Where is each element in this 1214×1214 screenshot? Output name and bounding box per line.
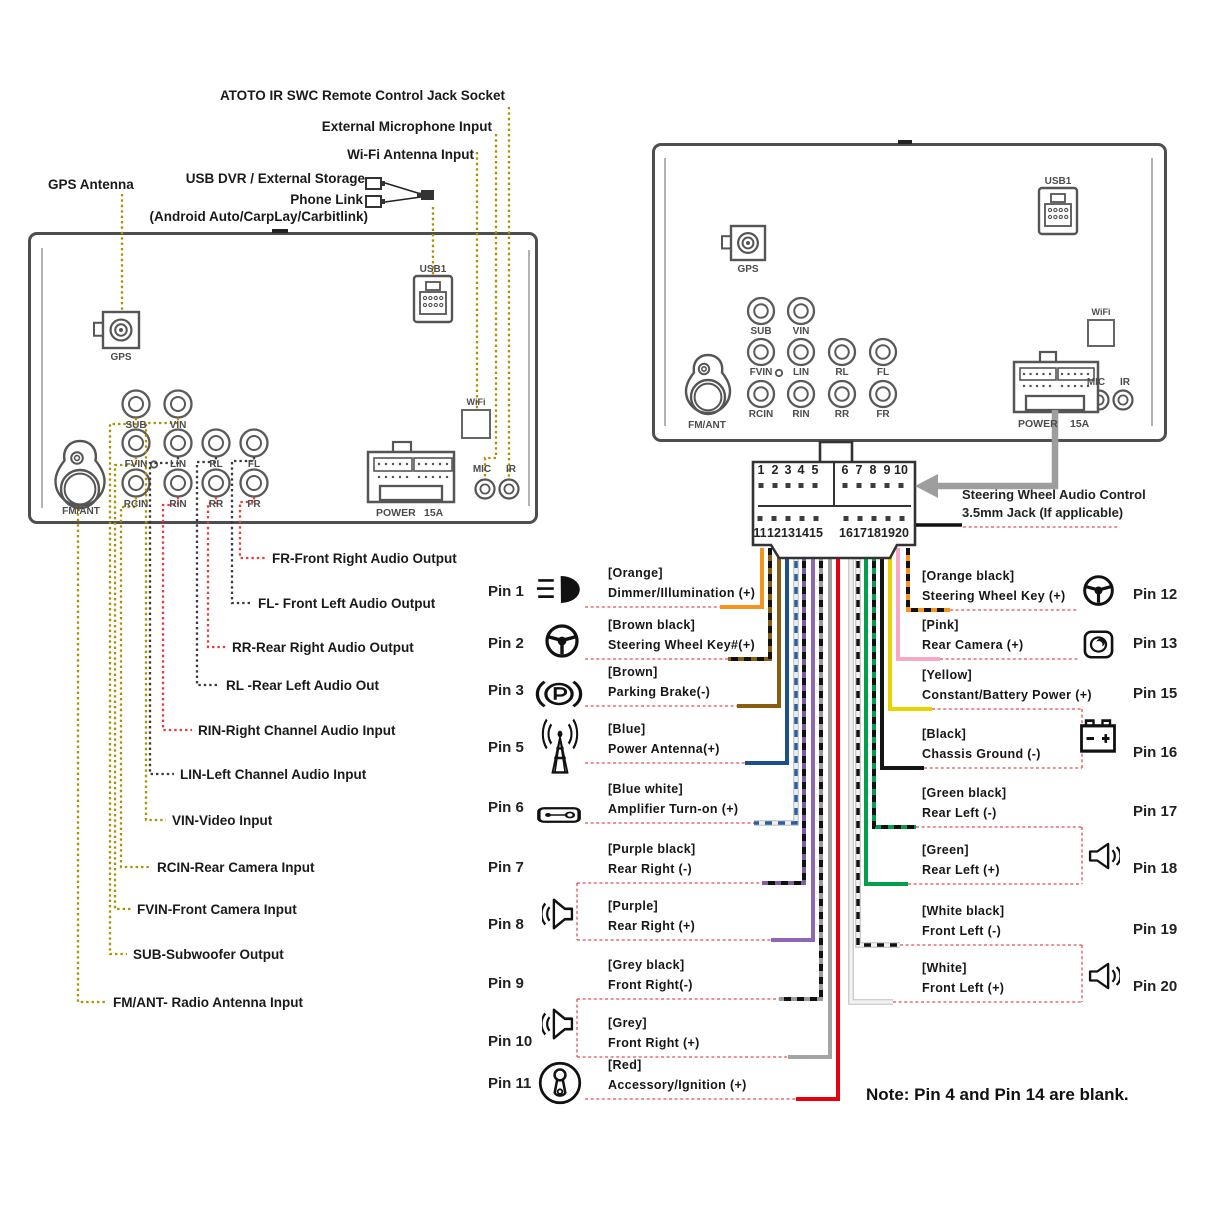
power-pin	[432, 463, 434, 465]
power-pin	[1036, 373, 1038, 375]
pin-number-label: Pin 17	[1133, 803, 1178, 820]
pin-number-label: Pin 16	[1133, 744, 1178, 761]
wire-color-label: [Blue]	[608, 722, 646, 736]
power-pin	[1023, 373, 1025, 375]
label-fl-output: FL- Front Left Audio Output	[258, 596, 436, 611]
power-pin	[1029, 373, 1031, 375]
wire-color-label: [Black]	[922, 727, 967, 741]
wire-color-label: [White black]	[922, 904, 1005, 918]
pin-number: 19	[881, 526, 895, 540]
rca-jack-rl	[203, 430, 230, 457]
connector-pin	[900, 516, 905, 521]
connector-pin	[786, 516, 791, 521]
power-pin	[439, 463, 441, 465]
wire-function-label: Accessory/Ignition (+)	[608, 1078, 747, 1092]
pin-number: 6	[841, 463, 849, 477]
pin-number: 16	[839, 526, 853, 540]
pin-number-label: Pin 5	[488, 739, 524, 756]
wire-color-label: [White]	[922, 961, 967, 975]
wire-function-label: Front Right(-)	[608, 978, 693, 992]
leader-fm-ant	[78, 510, 107, 1002]
pin-number: 13	[781, 526, 795, 540]
label-fr-output: FR-Front Right Audio Output	[272, 551, 457, 566]
label-wifi-antenna: Wi-Fi Antenna Input	[347, 147, 474, 162]
rear-camera-icon	[1081, 628, 1116, 661]
connector-pin	[871, 483, 876, 488]
wire-color-label: [Yellow]	[922, 668, 973, 682]
pin-number: 3	[784, 463, 792, 477]
connector-pin	[800, 516, 805, 521]
rca-label-rin-right: RIN	[792, 409, 810, 420]
power-pin	[432, 476, 434, 478]
pin-number: 14	[795, 526, 809, 540]
power-pin	[385, 463, 387, 465]
rca-jack-fl	[241, 430, 268, 457]
wire-function-label: Front Right (+)	[608, 1036, 700, 1050]
connector-pin	[772, 516, 777, 521]
rca-label-fr-right: FR	[876, 409, 890, 420]
usb1-port-label-left: USB1	[419, 264, 447, 275]
wire-function-label: Rear Right (-)	[608, 862, 693, 876]
rca-jack-sub	[123, 391, 150, 418]
pin-number: 20	[895, 526, 909, 540]
rca-label-lin-right: LIN	[792, 367, 810, 378]
pin-number: 11	[753, 526, 767, 540]
pin-number: 7	[855, 463, 863, 477]
label-usb-dvr: USB DVR / External Storage	[185, 171, 365, 186]
wire-function-label: Dimmer/Illumination (+)	[608, 586, 756, 600]
amplifier-icon	[536, 800, 582, 830]
wire-function-label: Rear Right (+)	[608, 919, 696, 933]
rca-jack-lin	[788, 339, 814, 365]
pin-number-label: Pin 19	[1133, 921, 1178, 938]
power-port-slot	[380, 486, 442, 500]
rca-label-fvin-right: FVIN	[749, 367, 773, 378]
gps-port-center	[119, 328, 123, 332]
rca-jack-rcin	[748, 381, 774, 407]
power-pin	[406, 476, 408, 478]
label-fvin-output: FVIN-Front Camera Input	[137, 902, 297, 917]
wire-function-label: Constant/Battery Power (+)	[922, 688, 1092, 702]
power-pin	[418, 463, 420, 465]
wire-function-label: Parking Brake(-)	[608, 685, 711, 699]
power-pin	[1061, 385, 1063, 387]
pin-number: 2	[771, 463, 779, 477]
pin-number: 15	[809, 526, 823, 540]
wire-color-label: [Grey]	[608, 1016, 647, 1030]
pin-number: 17	[853, 526, 867, 540]
pin-number-label: Pin 6	[488, 799, 524, 816]
power-pin	[1074, 373, 1076, 375]
pin-number-label: Pin 7	[488, 859, 524, 876]
power-pin	[406, 463, 408, 465]
wifi-port	[1088, 320, 1114, 346]
pin-number-label: Pin 9	[488, 975, 524, 992]
label-gps-antenna: GPS Antenna	[48, 177, 134, 192]
rca-label-rcin-right: RCIN	[748, 409, 774, 420]
wire-base	[737, 548, 779, 706]
wire-color-label: [Purple black]	[608, 842, 696, 856]
connector-pin	[857, 483, 862, 488]
wire-function-label: Front Left (+)	[922, 981, 1005, 995]
pin-number: 8	[869, 463, 877, 477]
ignition-icon	[537, 1060, 583, 1106]
label-fm-ant-output: FM/ANT- Radio Antenna Input	[113, 995, 303, 1010]
connector-pin	[813, 483, 818, 488]
pin-number-label: Pin 15	[1133, 685, 1178, 702]
connector-pin	[872, 516, 877, 521]
power-pin	[418, 476, 420, 478]
leader-rr	[208, 497, 226, 647]
wire-color-label: [Purple]	[608, 899, 659, 913]
connector-pin	[858, 516, 863, 521]
ir-port-label-left: IR	[506, 464, 516, 475]
connector-pin	[814, 516, 819, 521]
power-pin	[385, 476, 387, 478]
panel-mark	[898, 140, 912, 144]
power-pin	[1029, 385, 1031, 387]
rca-jack-rr	[203, 470, 230, 497]
fuse-label-right: 15A	[1070, 418, 1090, 430]
wire-function-label: Power Antenna(+)	[608, 742, 720, 756]
ir-port	[1114, 391, 1133, 410]
connector-pin	[886, 516, 891, 521]
label-rl-output: RL -Rear Left Audio Out	[226, 678, 379, 693]
pin-number: 4	[797, 463, 805, 477]
rca-jack-lin	[165, 430, 192, 457]
speaker-icon	[1082, 838, 1120, 874]
power-pin	[446, 463, 448, 465]
rca-label-rr-right: RR	[834, 409, 850, 420]
battery-icon	[1078, 712, 1118, 758]
usb-plug-lead	[385, 197, 421, 202]
label-swc-control-line1: Steering Wheel Audio Control	[962, 487, 1146, 502]
rca-jack-vin	[165, 391, 192, 418]
pin-number-label: Pin 18	[1133, 860, 1178, 877]
wire-color-label: [Green black]	[922, 786, 1007, 800]
pin-number-label: Pin 8	[488, 916, 524, 933]
label-phone-link: Phone Link	[290, 192, 363, 207]
rca-label-fl-right: FL	[876, 367, 890, 378]
power-pin	[392, 463, 394, 465]
pin-number: 18	[867, 526, 881, 540]
rca-jack-rr	[829, 381, 855, 407]
wifi-port-label-right: WiFi	[1091, 307, 1111, 317]
wire-function-label: Rear Camera (+)	[922, 638, 1024, 652]
rca-jack-fr	[870, 381, 896, 407]
rca-jack-rin	[165, 470, 192, 497]
usb-socket-icon	[421, 190, 434, 200]
connector-pin	[844, 516, 849, 521]
pin-number-label: Pin 12	[1133, 586, 1178, 603]
steering-wheel-icon	[1081, 573, 1116, 608]
power-pin	[425, 463, 427, 465]
speaker-icon	[542, 893, 580, 935]
label-sub-output: SUB-Subwoofer Output	[133, 947, 284, 962]
usb-plug-pin-icon	[381, 199, 385, 204]
gps-port-center	[746, 241, 750, 245]
usb-socket-pin-icon	[417, 193, 421, 198]
usb1-port-label-right: USB1	[1044, 176, 1072, 187]
rca-jack-rl	[829, 339, 855, 365]
power-port-label-left: POWER	[376, 507, 416, 519]
connector-pin	[885, 483, 890, 488]
wire-function-label: Front Left (-)	[922, 924, 1002, 938]
pin-number: 5	[811, 463, 819, 477]
connector-pin	[843, 483, 848, 488]
connector-pin	[799, 483, 804, 488]
ir-port	[500, 480, 519, 499]
power-pin	[1042, 373, 1044, 375]
rca-jack-fvin	[748, 339, 774, 365]
pin-number: 1	[757, 463, 765, 477]
power-port-slot	[1026, 396, 1084, 410]
power-pin	[446, 476, 448, 478]
mic-port-label-right: MIC	[1086, 377, 1106, 388]
rca-label-fl-left: FL	[247, 458, 261, 470]
power-pin	[399, 476, 401, 478]
power-pin	[1042, 385, 1044, 387]
rca-jack-rin	[788, 381, 814, 407]
power-pin	[1087, 373, 1089, 375]
power-pin	[1067, 385, 1069, 387]
power-pin	[1074, 385, 1076, 387]
wifi-port	[462, 410, 490, 438]
pin-number-label: Pin 20	[1133, 978, 1178, 995]
label-swc-control-line2: 3.5mm Jack (If applicable)	[962, 505, 1124, 520]
pin-number-label: Pin 2	[488, 635, 524, 652]
fvin-indicator-dot	[776, 370, 782, 376]
pin-number: 10	[894, 463, 908, 477]
mic-port	[476, 480, 495, 499]
ir-port-label-right: IR	[1120, 377, 1130, 388]
connector-pin	[899, 483, 904, 488]
speaker-icon	[1082, 958, 1120, 994]
antenna-icon	[537, 714, 583, 778]
power-pin	[1080, 373, 1082, 375]
usb-plug-lead	[385, 183, 421, 194]
wire-function-label: Rear Left (+)	[922, 863, 1000, 877]
wire-function-label: Amplifier Turn-on (+)	[608, 802, 739, 816]
note-blank-pins: Note: Pin 4 and Pin 14 are blank.	[866, 1085, 1129, 1104]
speaker-icon	[542, 1003, 580, 1045]
power-pin	[392, 476, 394, 478]
pin-number-label: Pin 1	[488, 583, 524, 600]
rca-jack-fl	[870, 339, 896, 365]
label-vin-output: VIN-Video Input	[172, 813, 273, 828]
connector-pin	[759, 483, 764, 488]
parking-brake-icon	[534, 675, 584, 713]
gps-port-label-right: GPS	[737, 264, 759, 275]
rca-jack-sub	[748, 298, 774, 324]
rca-label-rin-left: RIN	[169, 498, 187, 510]
wire-color-label: [Orange black]	[922, 569, 1015, 583]
label-rin-output: RIN-Right Channel Audio Input	[198, 723, 396, 738]
power-pin	[378, 463, 380, 465]
wire-function-label: Steering Wheel Key (+)	[922, 589, 1066, 603]
fm-ant-label-right: FM/ANT	[688, 420, 726, 431]
wifi-port-label-left: WiFi	[466, 397, 486, 407]
fuse-label-left: 15A	[424, 507, 444, 519]
power-pin	[1061, 373, 1063, 375]
wire-color-label: [Orange]	[608, 566, 663, 580]
label-swc-jack: ATOTO IR SWC Remote Control Jack Socket	[219, 88, 505, 103]
gps-port-label-left: GPS	[110, 352, 132, 363]
power-pin	[1023, 385, 1025, 387]
connector-tab	[820, 442, 852, 463]
leader-rin	[163, 497, 192, 730]
rca-label-vin-left: VIN	[169, 419, 187, 431]
rca-label-lin-left: LIN	[169, 458, 187, 470]
mic-port-label-left: MIC	[472, 464, 492, 475]
rca-label-rr-left: RR	[208, 498, 224, 510]
pin-number-label: Pin 10	[488, 1033, 533, 1050]
dimmer-icon	[533, 571, 585, 607]
steering-wheel-icon	[543, 622, 581, 660]
power-pin	[1049, 373, 1051, 375]
wire-function-label: Chassis Ground (-)	[922, 747, 1041, 761]
connector-pin	[758, 516, 763, 521]
wire-pin-3	[737, 548, 779, 706]
wire-color-label: [Brown black]	[608, 618, 696, 632]
rca-label-sub-right: SUB	[750, 326, 772, 337]
wire-color-label: [Green]	[922, 843, 969, 857]
wire-color-label: [Pink]	[922, 618, 959, 632]
power-pin	[439, 476, 441, 478]
wire-color-label: [Red]	[608, 1058, 642, 1072]
usb-plug-pin-icon	[381, 181, 385, 186]
power-pin	[1067, 373, 1069, 375]
rca-jack-fr	[241, 470, 268, 497]
usb-plug-icon	[366, 196, 381, 207]
power-pin	[425, 476, 427, 478]
leader-rcin	[121, 497, 151, 867]
connector-pin	[786, 483, 791, 488]
rca-label-rl-left: RL	[209, 458, 223, 470]
connector-pin	[773, 483, 778, 488]
pin-number-label: Pin 13	[1133, 635, 1178, 652]
leader-fvin	[115, 457, 136, 909]
power-pin	[1080, 385, 1082, 387]
rca-label-sub-left: SUB	[125, 419, 147, 431]
rca-label-fvin-left: FVIN	[124, 458, 148, 470]
wire-function-label: Rear Left (-)	[922, 806, 997, 820]
usb-plug-icon	[366, 178, 381, 189]
power-pin	[1036, 385, 1038, 387]
rca-label-fr-left: FR	[247, 498, 261, 510]
power-port-label-right: POWER	[1018, 418, 1058, 430]
label-lin-output: LIN-Left Channel Audio Input	[180, 767, 367, 782]
label-phone-link-sub: (Android Auto/CarpLay/Carbitlink)	[149, 209, 368, 224]
pin-number: 9	[883, 463, 891, 477]
panel-mark	[272, 229, 288, 233]
power-pin	[378, 476, 380, 478]
arrow-left-icon	[915, 474, 938, 498]
pin-number-label: Pin 3	[488, 682, 524, 699]
pin-number-label: Pin 11	[488, 1075, 532, 1092]
label-rr-output: RR-Rear Right Audio Output	[232, 640, 414, 655]
wire-color-label: [Blue white]	[608, 782, 684, 796]
rca-label-rcin-left: RCIN	[123, 498, 149, 510]
wire-function-label: Steering Wheel Key#(+)	[608, 638, 755, 652]
fm-ant-label-left: FM/ANT	[62, 506, 100, 517]
rca-label-vin-right: VIN	[792, 326, 810, 337]
label-rcin-output: RCIN-Rear Camera Input	[157, 860, 315, 875]
power-pin	[1049, 385, 1051, 387]
rca-label-rl-right: RL	[835, 367, 849, 378]
power-pin	[399, 463, 401, 465]
wire-color-label: [Grey black]	[608, 958, 685, 972]
wire-color-label: [Brown]	[608, 665, 658, 679]
label-external-mic: External Microphone Input	[321, 119, 492, 134]
rca-jack-vin	[788, 298, 814, 324]
pin-number: 12	[767, 526, 781, 540]
